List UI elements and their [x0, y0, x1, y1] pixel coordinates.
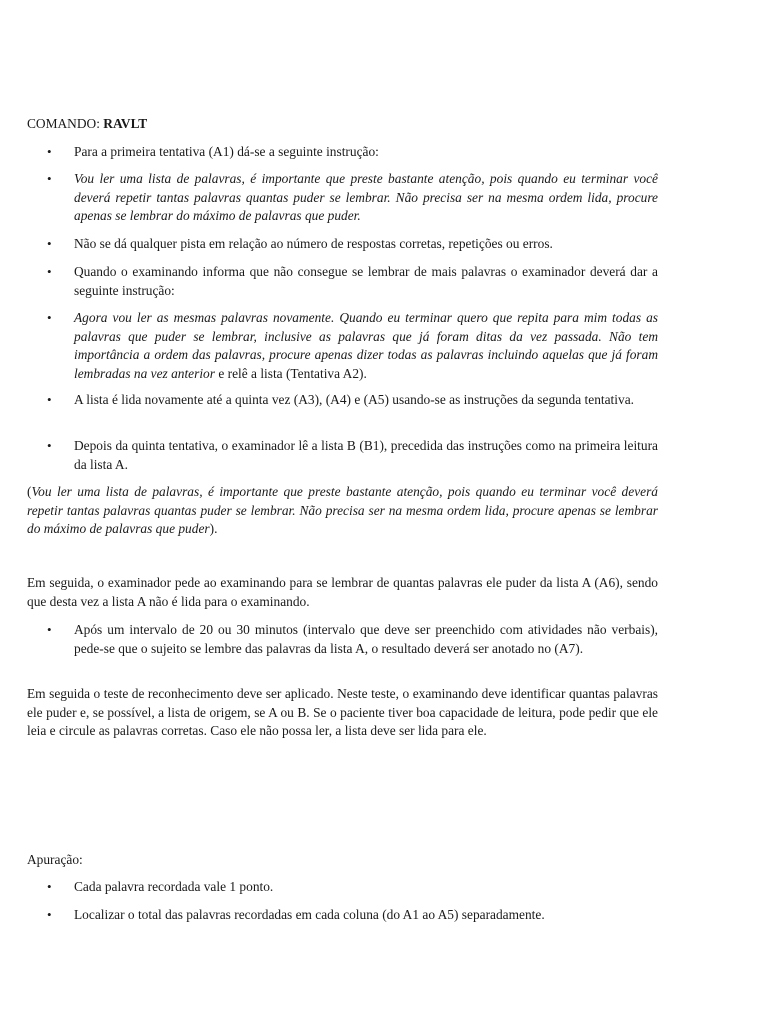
instruction-quote: Vou ler uma lista de palavras, é importante que preste bastante atenção, pois quando eu terminar você deverá repetir tantas palavras quantas puder se lembrar. Não precisa ser na mesma ordem lida, procure apenas se lembrar do máximo de palavras que puder. — [74, 171, 658, 223]
list-item — [27, 170, 658, 226]
list-item — [27, 437, 658, 474]
bullet-icon: • — [47, 310, 52, 325]
instruction-text: Para a primeira tentativa (A1) dá-se a seguinte instrução: — [74, 144, 379, 159]
scoring-rule: Cada palavra recordada vale 1 ponto. — [74, 879, 274, 894]
instruction-quote: Agora vou ler as mesmas palavras novamente. Quando eu terminar quero que repita para mim todas as palavras que puder se lembrar, inclusive as palavras que já foram ditas da vez passada. Não tem importância a ordem das palavras, procure apenas dizer todas as palavras incluindo aquelas que já foram lembradas na vez anterior — [74, 310, 658, 381]
list-item — [27, 263, 658, 300]
bullet-icon: • — [47, 264, 52, 279]
instruction-text: Após um intervalo de 20 ou 30 minutos (intervalo que deve ser preenchido com atividades não verbais), pede-se que o sujeito se lembre das palavras da lista A, o resultado deverá ser anotado no (A7). — [74, 622, 658, 656]
bullet-icon: • — [47, 438, 52, 453]
list-item — [27, 906, 658, 925]
bullet-icon: • — [47, 171, 52, 186]
command-label: COMANDO: — [27, 116, 100, 131]
instruction-text: Quando o examinando informa que não consegue se lembrar de mais palavras o examinador deverá dar a seguinte instrução: — [74, 264, 658, 298]
paragraph-recognition: Em seguida o teste de reconhecimento deve ser aplicado. Neste teste, o examinando deve identificar quantas palavras ele puder e, se possível, a lista de origem, se A ou B. Se o paciente tiver boa capacidade de leitura, pode pedir que ele leia e circule as palavras corretas. Caso ele não possa ler, a lista deve ser lida para ele. — [27, 686, 658, 738]
list-item — [27, 878, 658, 897]
list-item — [27, 621, 658, 658]
paragraph-a6: Em seguida, o examinador pede ao examinando para se lembrar de quantas palavras ele puder da lista A (A6), sendo que desta vez a lista A não é lida para o examinando. — [27, 575, 658, 609]
scoring-heading: Apuração: — [27, 852, 83, 867]
test-name: RAVLT — [103, 116, 148, 131]
instruction-text: Não se dá qualquer pista em relação ao número de respostas corretas, repetições ou erros. — [74, 236, 553, 251]
instruction-text: Depois da quinta tentativa, o examinador lê a lista B (B1), precedida das instruções como na primeira leitura da lista A. — [74, 438, 658, 472]
bullet-icon: • — [47, 144, 52, 159]
quoted-instruction — [27, 483, 658, 539]
bullet-icon: • — [47, 622, 52, 637]
bullet-icon: • — [47, 392, 52, 407]
bullet-icon: • — [47, 907, 52, 922]
list-item — [27, 143, 658, 162]
quote-open: ( — [27, 484, 32, 499]
quote-close: ). — [209, 521, 218, 536]
instruction-tail: e relê a lista (Tentativa A2). — [214, 365, 367, 381]
bullet-icon: • — [47, 236, 52, 251]
instruction-text — [74, 309, 658, 383]
list-item — [27, 309, 658, 383]
scoring-rule: Localizar o total das palavras recordadas em cada coluna (do A1 ao A5) separadamente. — [74, 907, 545, 922]
quote-text: Vou ler uma lista de palavras, é importante que preste bastante atenção, pois quando eu terminar você deverá repetir tantas palavras quantas puder se lembrar. Não precisa ser na mesma ordem lida, procure apenas se lembrar do máximo de palavras que puder — [27, 484, 658, 536]
bullet-icon: • — [47, 879, 52, 894]
list-item — [27, 391, 658, 410]
list-item — [27, 235, 658, 254]
command-heading — [27, 115, 658, 134]
instruction-text: A lista é lida novamente até a quinta vez (A3), (A4) e (A5) usando-se as instruções da segunda tentativa. — [74, 392, 634, 407]
